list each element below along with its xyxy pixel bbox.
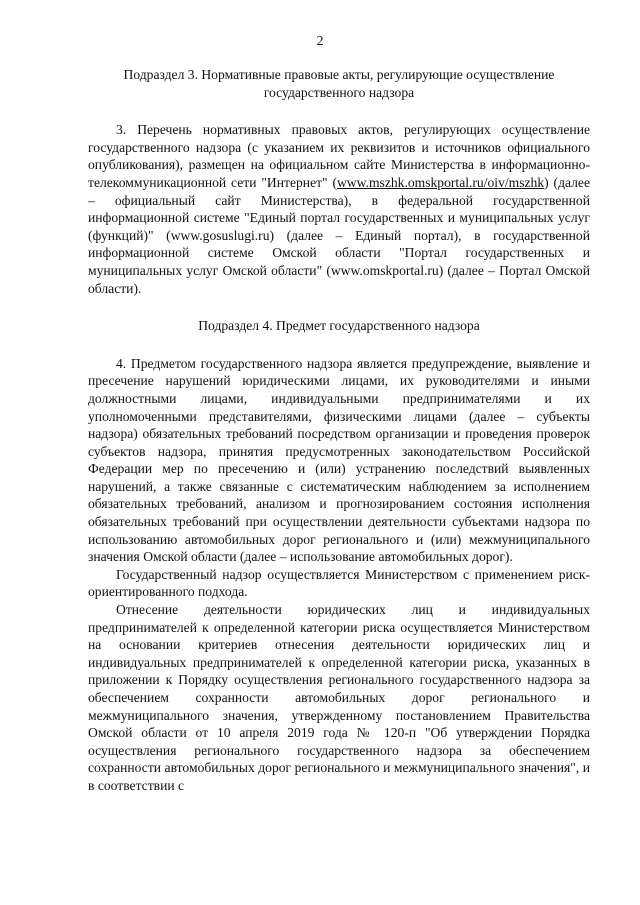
section-4-paragraph-3: Отнесение деятельности юридических лиц и индивидуальных предпринимателей к определенной категории риска осуществляется Министерством на основании критериев отнесения деятельности юридических лиц и индивидуальных предпринимателей к определенной категории риска, указанных в приложении к Порядку осуществления регионального государственного надзора за обеспечением сохранности автомобильных дорог регионального и межмуниципального значения, утвержденному постановлением Правительства Омской области от 10 апреля 2019 года № 120-п "Об утверждении Порядка осуществления регионального государственного надзора за обеспечением сохранности автомобильных дорог регионального и межмуниципального значения", и в соответствии с — [88, 602, 590, 793]
page-number: 2 — [316, 34, 324, 49]
section-3-paragraph-text-1: 3. Перечень нормативных правовых актов, регулирующих осуществление государственного надзора (с указанием их реквизитов и источников официального опубликования), размещен на официальном сайте Министерства в информационно-телекоммуникационной сети "Интернет" ( — [88, 122, 590, 190]
section-4-paragraph-1: 4. Предметом государственного надзора является предупреждение, выявление и пресечение нарушений юридическими лицами, их руководителями и иными должностными лицами, индивидуальными предпринимателями и их уполномоченными представителями, физическими лицами (далее – субъекты надзора) обязательных требований посредством организации и проведения проверок субъектов надзора, принятия предусмотренных законодательством Российской Федерации мер по пресечению и (или) устранению последствий выявленных нарушений, а также связанные с систематическим наблюдением за исполнением обязательных требований, анализом и прогнозированием состояния исполнения обязательных требований при осуществлении деятельности субъектами надзора по использованию автомобильных дорог регионального и (или) межмуниципального значения Омской области (далее – использование автомобильных дорог). — [88, 355, 590, 565]
section-3-heading: Подраздел 3. Нормативные правовые акты, регулирующие осуществление государственного надзора — [123, 67, 555, 100]
section-3-paragraph-text-2: ) (далее – официальный сайт Министерства), в федеральной государственной информационной системе "Единый портал государственных и муниципальных услуг (функций)" (www.gosuslugi.ru) (далее – Единый портал), в государственной информационной системе Омской области "Портал государственных и муниципальных услуг Омской области" (www.omskportal.ru) (далее – Портал Омской области). — [88, 174, 590, 296]
section-4-heading: Подраздел 4. Предмет государственного надзора — [198, 318, 480, 334]
document-body — [88, 66, 590, 795]
ministry-website-link[interactable]: www.mszhk.omskportal.ru/oiv/mszhk — [336, 174, 545, 190]
section-3-paragraph — [88, 121, 590, 297]
section-4-paragraph-2: Государственный надзор осуществляется Министерством с применением риск-ориентированного подхода. — [88, 566, 590, 600]
